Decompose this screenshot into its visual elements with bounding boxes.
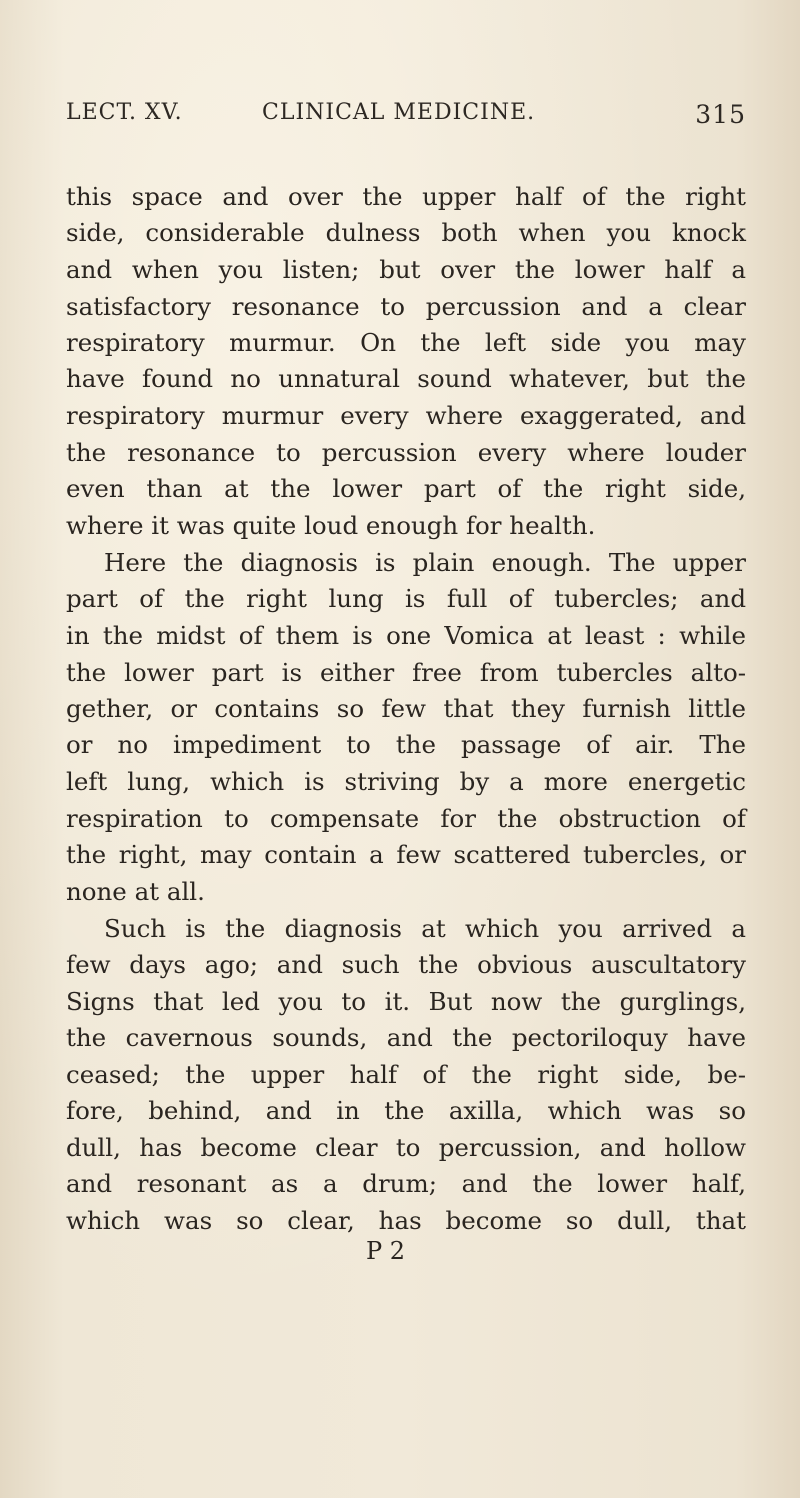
text-line: part of the right lung is full of tubercles; and	[66, 584, 746, 613]
text-line: side, considerable dulness both when you knock	[66, 218, 746, 247]
text-line: left lung, which is striving by a more energetic	[66, 767, 746, 796]
page-number: 315	[695, 100, 746, 129]
text-line: even than at the lower part of the right side,	[66, 474, 746, 503]
text-line: fore, behind, and in the axilla, which was so	[66, 1096, 746, 1125]
text-line: the cavernous sounds, and the pectoriloquy have	[66, 1023, 746, 1052]
running-title: CLINICAL MEDICINE.	[262, 100, 536, 125]
text-line: satisfactory resonance to percussion and a clear	[66, 292, 746, 321]
text-line: in the midst of them is one Vomica at least : while	[66, 621, 746, 650]
text-line: ceased; the upper half of the right side, be-	[66, 1060, 746, 1089]
text-line: and when you listen; but over the lower half a	[66, 255, 746, 284]
text-line: respiratory murmur every where exaggerated, and	[66, 401, 746, 430]
lecture-label: LECT. XV.	[66, 100, 183, 125]
running-header	[66, 100, 746, 140]
text-line: Such is the diagnosis at which you arrived a	[104, 914, 746, 943]
text-line: and resonant as a drum; and the lower half,	[66, 1169, 746, 1198]
text-line: the right, may contain a few scattered tubercles, or	[66, 840, 746, 869]
text-line: respiratory murmur. On the left side you may	[66, 328, 746, 357]
text-line: this space and over the upper half of the right	[66, 182, 746, 211]
text-line: where it was quite loud enough for health.	[66, 511, 596, 540]
text-line: dull, has become clear to percussion, and hollow	[66, 1133, 746, 1162]
signature-mark: P 2	[366, 1237, 406, 1265]
text-line: the resonance to percussion every where louder	[66, 438, 746, 467]
text-line: respiration to compensate for the obstruction of	[66, 804, 746, 833]
text-line: the lower part is either free from tubercles alto-	[66, 658, 746, 687]
text-line: none at all.	[66, 877, 205, 906]
text-line: Signs that led you to it. But now the gurglings,	[66, 987, 746, 1016]
text-line: gether, or contains so few that they furnish little	[66, 694, 746, 723]
text-line: which was so clear, has become so dull, that	[66, 1206, 746, 1235]
text-line: few days ago; and such the obvious auscultatory	[66, 950, 746, 979]
text-line: have found no unnatural sound whatever, but the	[66, 364, 746, 393]
text-line: Here the diagnosis is plain enough. The upper	[104, 548, 746, 577]
text-line: or no impediment to the passage of air. The	[66, 730, 746, 759]
